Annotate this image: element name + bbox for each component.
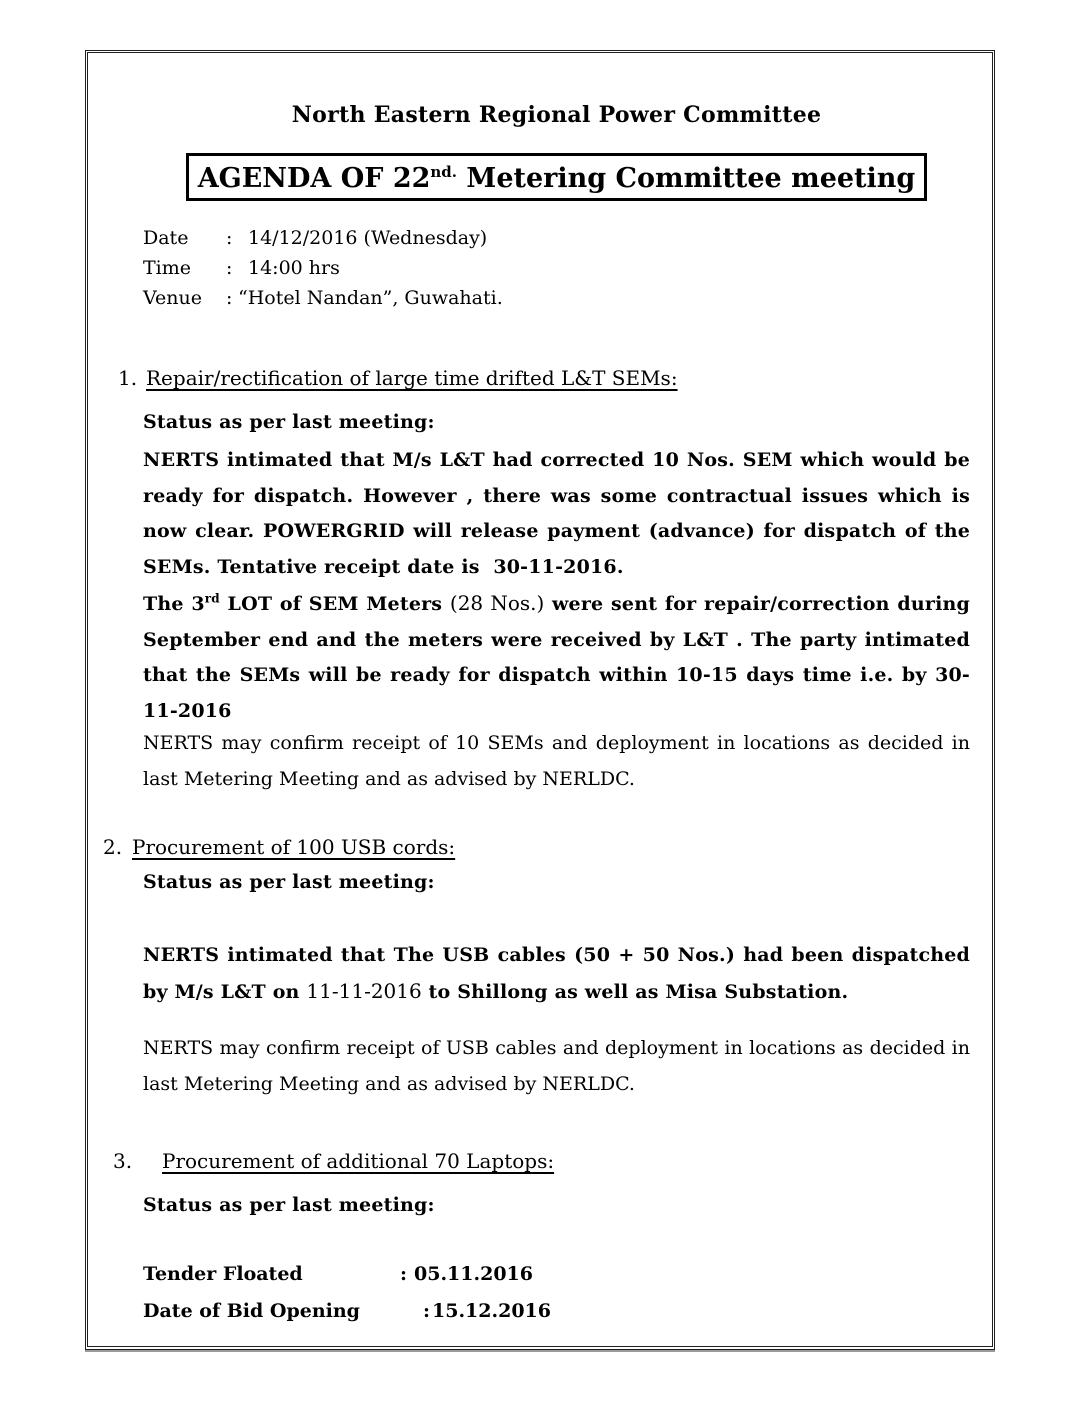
org-title: North Eastern Regional Power Committee	[291, 102, 822, 128]
run-regular: 11-11-2016	[306, 978, 422, 1003]
run-regular: (28 Nos.)	[449, 591, 545, 615]
section-3-number: 3.	[113, 1149, 133, 1173]
document-page	[85, 50, 995, 1350]
section-1-heading	[118, 365, 678, 391]
run: NERTS intimated that The USB cables (50 + 50 Nos.) had been dispatched by M/s L&T on	[143, 944, 970, 1003]
tender-floated-label: Tender Floated	[143, 1263, 303, 1285]
tender-floated-date: 05.11.2016	[414, 1263, 533, 1285]
section-3-heading	[113, 1148, 554, 1174]
run: LOT of SEM Meters	[219, 593, 450, 615]
agenda-title-ordinal: nd.	[430, 163, 458, 181]
meta-value: “Hotel Nandan”, Guwahati.	[238, 287, 503, 309]
meta-colon: :	[226, 227, 233, 249]
meta-row-venue	[143, 283, 970, 313]
meta-value: 14/12/2016 (Wednesday)	[248, 227, 488, 249]
section-2-status-paragraph	[143, 938, 970, 1010]
section-2-number: 2.	[103, 835, 123, 859]
agenda-title-text: AGENDA OF 22	[197, 163, 431, 194]
ordinal-superscript: rd	[204, 591, 220, 606]
run: were sent for repair/correction during September end and the meters were received by L&T . The party intimated that the SEMs will be ready for dispatch within 10-15 days time i.e. by 30-11-2016	[143, 593, 970, 722]
section-1-title: Repair/rectification of large time drifted L&T SEMs:	[146, 366, 678, 390]
agenda-title-box	[186, 153, 928, 201]
agenda-title-rest: Metering Committee meeting	[457, 163, 916, 194]
meeting-meta	[143, 223, 970, 313]
meta-label: Date	[143, 227, 189, 249]
section-3-status-label: Status as per last meeting:	[143, 1194, 435, 1216]
meta-value: 14:00 hrs	[248, 257, 340, 279]
section-1-action-paragraph: NERTS may confirm receipt of 10 SEMs and deployment in locations as decided in last Metering Meeting and as advised by NERLDC.	[143, 732, 970, 790]
tender-colon: :	[400, 1263, 408, 1285]
section-1-status-paragraph-2	[143, 586, 970, 729]
section-2-status-label: Status as per last meeting:	[143, 871, 435, 893]
section-1-number: 1.	[118, 366, 138, 390]
section-2-title: Procurement of 100 USB cords:	[132, 835, 456, 859]
bid-opening-row	[143, 1298, 970, 1324]
section-1-status-label: Status as per last meeting:	[143, 411, 435, 433]
meta-colon: :	[226, 287, 233, 309]
section-1-status-paragraph-1: NERTS intimated that M/s L&T had corrected 10 Nos. SEM which would be ready for dispatch. However , there was some contractual issues which is now clear. POWERGRID will release payment (advance) for dispatch of the SEMs. Tentative receipt date is 30-11-2016.	[143, 449, 970, 578]
section-2-action-paragraph: NERTS may confirm receipt of USB cables and deployment in locations as decided in last Metering Meeting and as advised by NERLDC.	[143, 1037, 970, 1095]
meta-row-time	[143, 253, 970, 283]
agenda-title-wrap	[143, 153, 970, 201]
section-2-heading	[103, 834, 455, 860]
bid-opening-date: 15.12.2016	[432, 1300, 551, 1322]
meta-row-date	[143, 223, 970, 253]
tender-colon: :	[423, 1300, 431, 1322]
meta-label: Venue	[143, 287, 202, 309]
tender-floated-row	[143, 1261, 970, 1287]
meta-label: Time	[143, 257, 192, 279]
bid-opening-label: Date of Bid Opening	[143, 1300, 360, 1322]
run: to Shillong as well as Misa Substation.	[421, 980, 849, 1003]
section-3-title: Procurement of additional 70 Laptops:	[162, 1149, 555, 1173]
meta-colon: :	[226, 257, 233, 279]
run: The 3	[143, 593, 205, 615]
